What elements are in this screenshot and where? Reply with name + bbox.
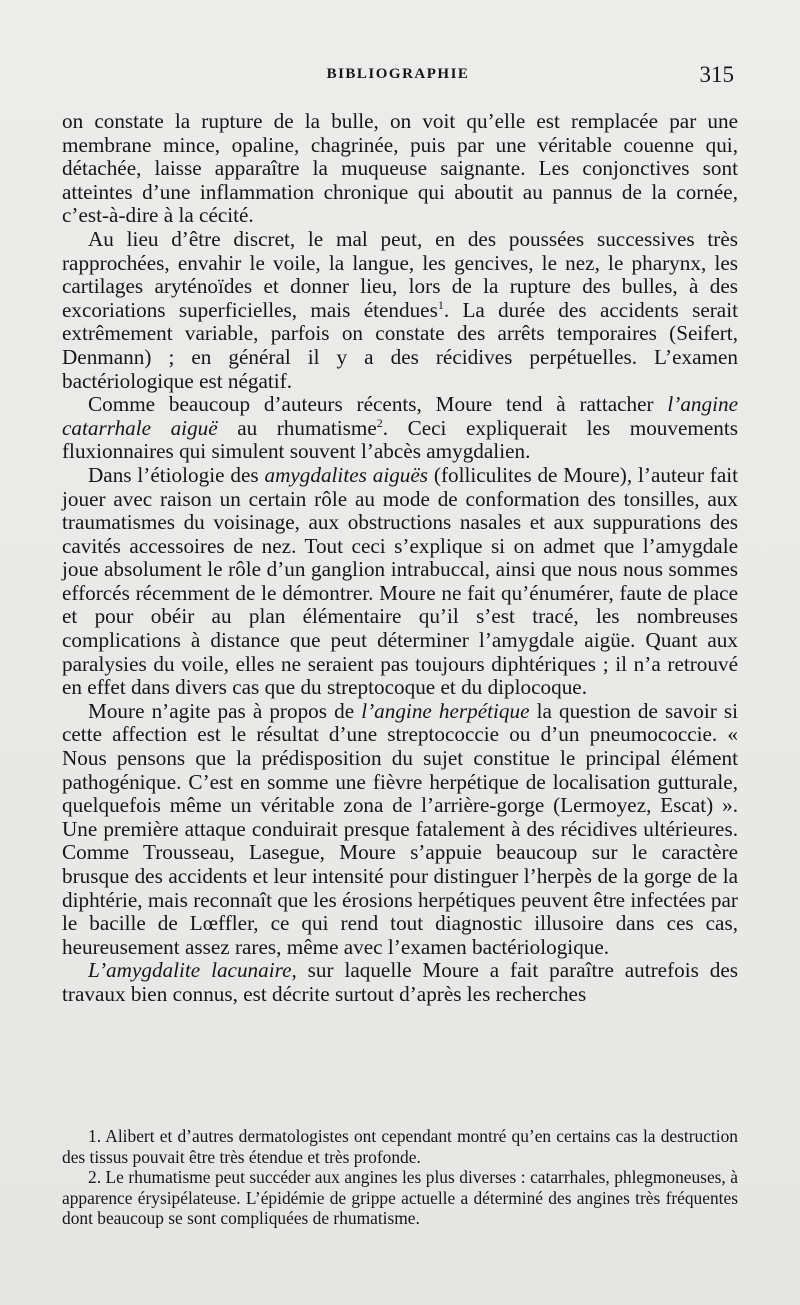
- footnote-2: 2. Le rhumatisme peut succéder aux angines les plus diverses : catarrhales, phlegmoneuses, à apparence érysipélateuse. L’épidémie de grippe actuelle a déterminé des angines très fréquentes dont beaucoup se sont compliquées de rhumatisme.: [62, 1167, 738, 1229]
- paragraph-4-a: Dans l’étiologie des: [88, 462, 265, 487]
- paragraph-6-b: , sur laquelle Moure a fait paraître autrefois des travaux bien connus, est décrite surtout d’après les recherches: [62, 958, 738, 1006]
- paragraph-4-italic: amygdalites aiguës: [264, 462, 429, 487]
- paragraph-1-text: on constate la rupture de la bulle, on voit qu’elle est remplacée par une membrane mince, opaline, chagrinée, puis par une véritable couenne qui, détachée, laisse apparaître la muqueuse saignante. Les conjonctives sont atteintes d’une inflammation chronique qui aboutit au pannus de la cornée, c’est-à-dire à la cécité.: [62, 109, 738, 228]
- paragraph-2: [62, 228, 738, 393]
- running-head: BIBLIOGRAPHIE: [326, 66, 470, 82]
- paragraph-2-text: Au lieu d’être discret, le mal peut, en des poussées successives très rapprochées, envahir le voile, la langue, les gencives, le nez, le pharynx, les cartilages aryténoïdes et donner lieu, lors de la rupture des bulles, à des excoriations superficielles, mais étendues: [62, 226, 738, 322]
- paragraph-6-italic: L’amygdalite lacunaire: [88, 958, 292, 983]
- footnote-ref-2: 2: [376, 415, 383, 430]
- paragraph-6: [62, 959, 738, 1006]
- paragraph-5-b: la question de savoir si cette affection est le résultat d’une streptococcie ou d’un pneumococcie. « Nous pensons que la prédisposition du sujet constitue le principal élément pathogénique. C’est en somme une fièvre herpétique de localisation gutturale, quelquefois même un véritable zona de l’arrière-gorge (Lermoyez, Escat) ». Une première attaque conduirait presque fatalement à des récidives ultérieures. Comme Trousseau, Lasegue, Moure s’appuie beaucoup sur le caractère brusque des accidents et leur intensité pour distinguer l’herpès de la gorge de la diphtérie, mais reconnaît que les érosions herpétiques peuvent être infectées par le bacille de Lœffler, ce qui rend tout diagnostic illusoire dans ces cas, heureusement assez rares, même avec l’examen bactériologique.: [62, 698, 738, 959]
- paragraph-3-italic: l’angine catarrhale aiguë: [62, 392, 738, 440]
- footnote-1: 1. Alibert et d’autres dermatologistes ont cependant montré qu’en certains cas la destruction des tissus pouvait être très étendue et très profonde.: [62, 1126, 738, 1167]
- paragraph-1: [62, 110, 738, 228]
- page-header: [60, 62, 736, 90]
- footnotes: [62, 1126, 738, 1229]
- footnote-ref-1: 1: [437, 297, 444, 312]
- page-number: 315: [699, 62, 734, 87]
- paragraph-4: [62, 464, 738, 700]
- paragraph-5-italic: l’angine herpétique: [361, 698, 530, 723]
- footnote-separator: [375, 1108, 385, 1109]
- paragraph-3-c: . Ceci expliquerait les mouvements fluxionnaires qui simulent souvent l’abcès amygdalien.: [62, 415, 739, 464]
- paragraph-3: [62, 393, 738, 464]
- paragraph-4-b: (folliculites de Moure), l’auteur fait jouer avec raison un certain rôle au mode de conformation des tonsilles, aux traumatismes du voisinage, aux obstructions nasales et aux suppurations des cavités accessoires de nez. Tout ceci s’explique si on admet que l’amygdale joue absolument le rôle d’un ganglion intrabuccal, ainsi que nous nous sommes efforcés récemment de le démontrer. Moure ne fait qu’énumérer, faute de place et pour obéir au plan élémentaire qu’il s’est tracé, les nombreuses complications à distance que peut déterminer l’amygdale aigüe. Quant aux paralysies du voile, elles ne seraient pas toujours diphtériques ; il n’a retrouvé en effet dans divers cas que du streptocoque et du diplocoque.: [62, 462, 738, 700]
- body-text: [62, 110, 738, 1007]
- paragraph-2-tail: . La durée des accidents serait extrêmement variable, parfois on constate des arrêts temporaires (Seifert, Denmann) ; en général il y a des récidives perpétuelles. L’examen bactériologique est négatif.: [62, 297, 738, 393]
- paragraph-3-b: au rhumatisme: [217, 415, 377, 440]
- paragraph-5-a: Moure n’agite pas à propos de: [88, 698, 362, 723]
- paragraph-3-a: Comme beaucoup d’auteurs récents, Moure tend à rattacher: [88, 392, 668, 417]
- paragraph-5: [62, 700, 738, 960]
